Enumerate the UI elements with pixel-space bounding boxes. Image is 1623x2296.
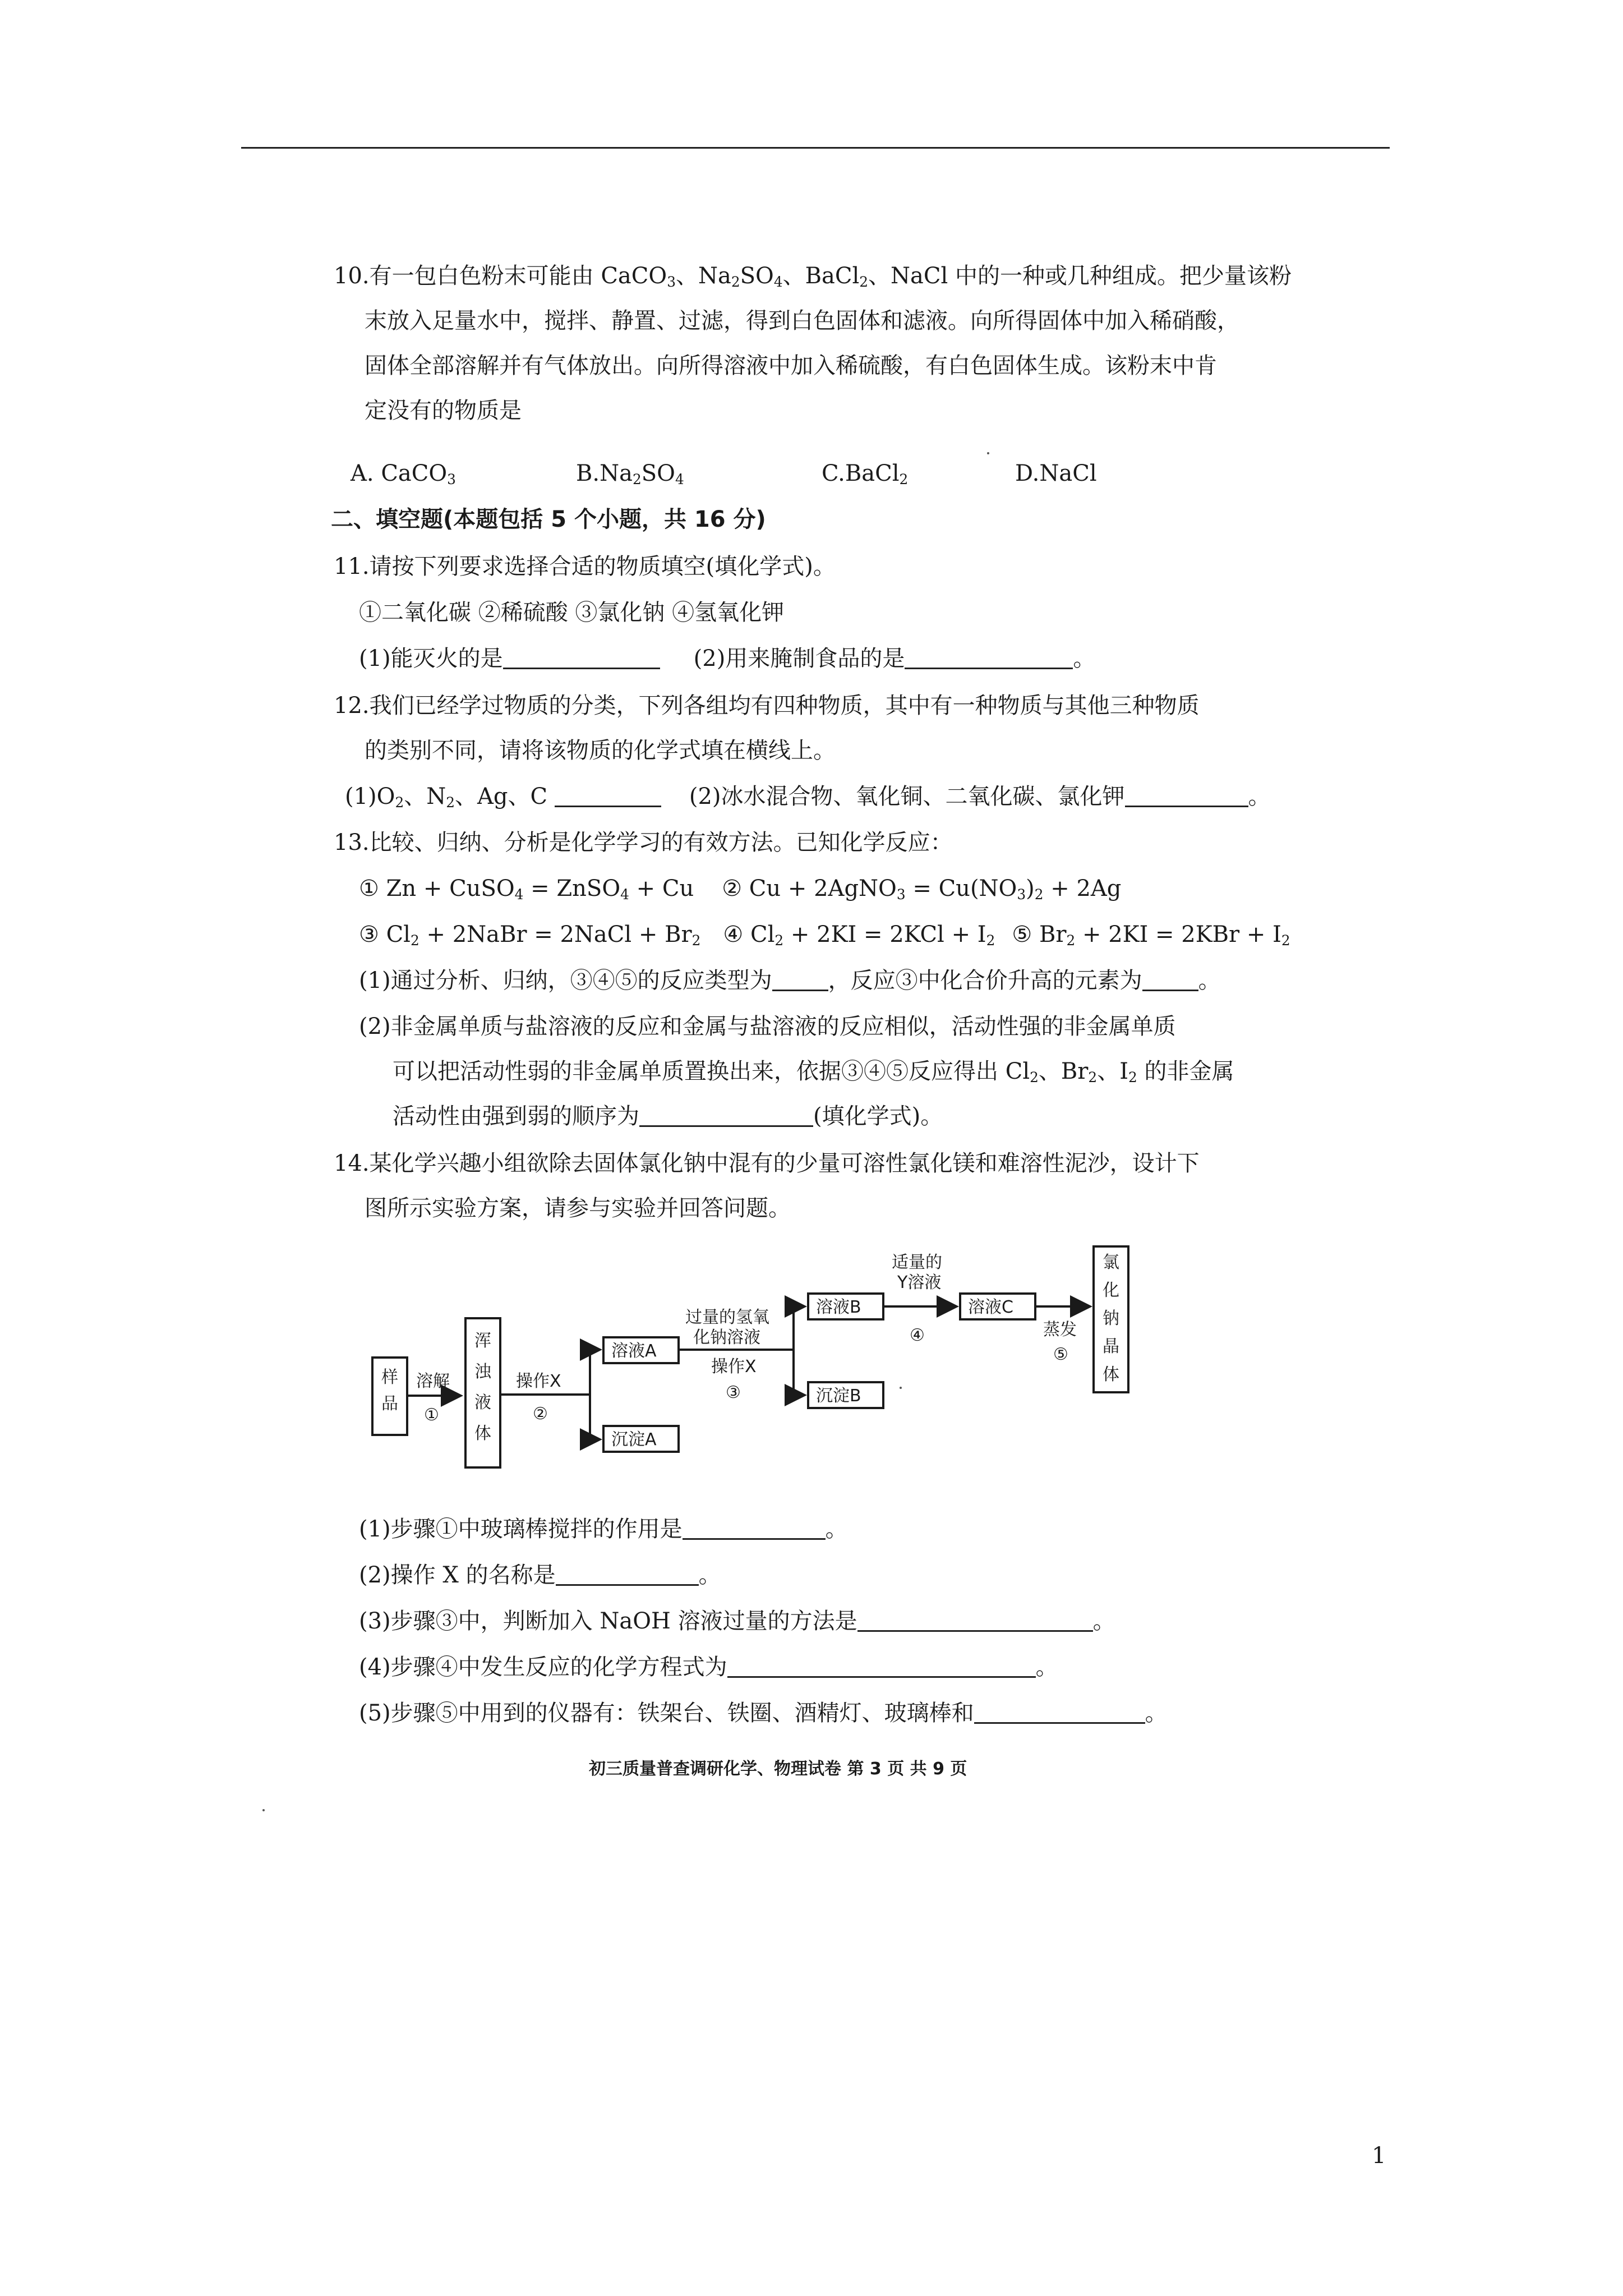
crystal-label-4: 晶 xyxy=(1103,1337,1119,1356)
scan-speck xyxy=(262,1809,265,1811)
turbid-label-2: 浊 xyxy=(474,1362,491,1382)
answer-blank[interactable] xyxy=(727,1657,1036,1678)
q14-line1: 14.某化学兴趣小组欲除去固体氯化钠中混有的少量可溶性氯化镁和难溶性泥沙，设计下 xyxy=(334,1151,1200,1176)
q12-parts: $(1)O_2$、$N_2$、Ag、C (2)冰水混合物、氧化铜、二氧化碳、氯化钾 。 xyxy=(345,784,1271,811)
q10-line3: 固体全部溶解并有气体放出。向所得溶液中加入稀硫酸，有白色固体生成。该粉末中肯 xyxy=(365,353,1217,379)
page-footer: 初三质量普查调研化学、物理试卷 第 3 页 共 9 页 xyxy=(589,1759,967,1779)
q10-option-b: $B.Na_2SO_4$ xyxy=(576,461,684,488)
solution-c-label: 溶液C xyxy=(968,1297,1013,1317)
y-solution-label-2: Y溶液 xyxy=(897,1273,942,1292)
crystal-label-2: 化 xyxy=(1103,1281,1119,1300)
crystal-label-3: 钠 xyxy=(1103,1309,1119,1328)
step2-label: ② xyxy=(533,1404,548,1424)
naoh-label-2: 化钠溶液 xyxy=(693,1328,760,1347)
q14-part2: (2)操作 X 的名称是 。 xyxy=(359,1562,721,1588)
q13-part2-line1: (2)非金属单质与盐溶液的反应和金属与盐溶液的反应相似，活动性强的非金属单质 xyxy=(359,1014,1176,1039)
sample-label-1: 样 xyxy=(381,1368,398,1387)
solution-b-label: 溶液B xyxy=(816,1297,861,1317)
q13-part2-line3: 活动性由强到弱的顺序为 (填化学式)。 xyxy=(393,1103,943,1129)
operation-x3-label: 操作X xyxy=(711,1357,757,1377)
q14-part3: (3)步骤③中，判断加入 NaOH 溶液过量的方法是 。 xyxy=(359,1608,1115,1634)
operation-x-label: 操作X xyxy=(516,1372,561,1391)
naoh-label-1: 过量的氢氧 xyxy=(685,1308,769,1327)
q10-line2: 末放入足量水中，搅拌、静置、过滤，得到白色固体和滤液。向所得固体中加入稀硝酸， xyxy=(365,308,1239,334)
answer-blank[interactable] xyxy=(683,1519,826,1540)
q12-line2: 的类别不同，请将该物质的化学式填在横线上。 xyxy=(365,738,836,763)
dissolve-label: 溶解 xyxy=(416,1372,450,1391)
step3-label: ③ xyxy=(726,1383,741,1402)
crystal-label-1: 氯 xyxy=(1103,1253,1119,1272)
turbid-label-1: 浑 xyxy=(474,1331,491,1351)
answer-blank[interactable] xyxy=(974,1703,1145,1724)
answer-blank[interactable] xyxy=(857,1611,1093,1632)
q14-line2: 图所示实验方案，请参与实验并回答问题。 xyxy=(365,1195,791,1221)
q11-line1: 11.请按下列要求选择合适的物质填空(填化学式)。 xyxy=(334,554,836,579)
section-title: 二、填空题(本题包括 5 个小题，共 16 分) xyxy=(331,507,766,532)
q13-reactions-row2: ③ $Cl_2$ + 2NaBr = 2NaCl + $Br_2$ ④ $Cl_2 + 2KI = 2KCl + I_2$ ⑤ $Br_2 + 2KI = 2KBr + I_2$ xyxy=(359,922,1290,949)
q11-part1: (1)能灭火的是 (2)用来腌制食品的是 。 xyxy=(359,646,1096,671)
turbid-label-4: 体 xyxy=(474,1424,491,1443)
crystal-label-5: 体 xyxy=(1103,1365,1119,1384)
y-solution-label-1: 适量的 xyxy=(892,1253,942,1272)
answer-blank[interactable] xyxy=(556,1565,699,1586)
q11-choices: ①二氧化碳 ②稀硫酸 ③氯化钠 ④氢氧化钾 xyxy=(359,600,785,625)
evaporate-label: 蒸发 xyxy=(1043,1320,1077,1340)
scan-speck xyxy=(900,1387,902,1389)
q13-line1: 13.比较、归纳、分析是化学学习的有效方法。已知化学反应： xyxy=(334,830,953,855)
q14-part5: (5)步骤⑤中用到的仪器有：铁架台、铁圈、酒精灯、玻璃棒和 。 xyxy=(359,1700,1168,1726)
sample-label-2: 品 xyxy=(381,1394,398,1414)
q14-part1: (1)步骤①中玻璃棒搅拌的作用是 。 xyxy=(359,1516,848,1542)
step1-label: ① xyxy=(424,1405,439,1425)
q10-option-a: A. CaCO$_3$ xyxy=(351,461,456,488)
q10-line1: 10.有一包白色粉末可能由 CaCO$_3$、$Na_2SO_4$、BaCl$_2$、NaCl 中的一种或几种组成。把少量该粉 xyxy=(334,263,1292,291)
precipitate-a-label: 沉淀A xyxy=(611,1430,657,1450)
precipitate-b-label: 沉淀B xyxy=(816,1386,861,1406)
scan-speck xyxy=(987,452,989,454)
q14-part4: (4)步骤④中发生反应的化学方程式为 。 xyxy=(359,1654,1058,1680)
q13-reactions-row1: ① Zn + CuSO$_4$ = ZnSO$_4$ + Cu ② Cu + 2AgNO$_3$ = $Cu(NO_3)_2 + 2Ag$ xyxy=(359,876,1122,903)
step4-label: ④ xyxy=(910,1326,925,1345)
q12-line1: 12.我们已经学过物质的分类，下列各组均有四种物质，其中有一种物质与其他三种物质 xyxy=(334,693,1200,719)
solution-a-label: 溶液A xyxy=(611,1341,657,1361)
step5-label: ⑤ xyxy=(1053,1345,1068,1364)
q10-option-d: D.NaCl xyxy=(1015,461,1097,486)
q10-option-c: C.BaCl$_2$ xyxy=(822,461,909,488)
q13-part1: (1)通过分析、归纳，③④⑤的反应类型为 ，反应③中化合价升高的元素为 。 xyxy=(359,968,1221,993)
turbid-label-3: 液 xyxy=(474,1393,491,1412)
q13-part2-line2: 可以把活动性弱的非金属单质置换出来，依据③④⑤反应得出 $Cl_2$、$Br_2$、$I_2$ 的非金属 xyxy=(393,1059,1234,1086)
page-number: 1 xyxy=(1372,2143,1386,2169)
q10-line4: 定没有的物质是 xyxy=(365,398,522,424)
